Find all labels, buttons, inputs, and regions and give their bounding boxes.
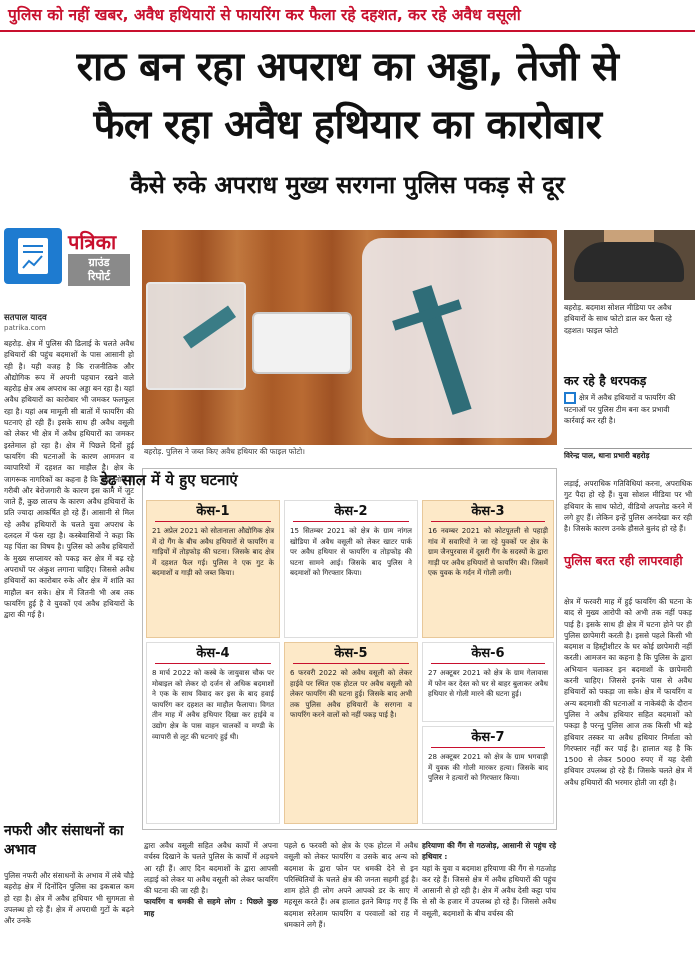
left-column-body: बहरोड़. क्षेत्र में पुलिस की ढिलाई के चलते अवैध हथियारों की पहुंच बदमाशों के पास आसानी हो रही है। यही वजह है कि राजनीतिक और औद्योगिक रूप में अपनी पहचान रखने वाले बहरोड़ क्षेत्र अब अपराध का अड्डा बन रहा है। यहां अवैध हथियारों का कारोबार भी जमकर फलफूल रहा है। यहां अब मामूली सी बातों में फायरिंग की घटनाएं हो रही हैं। इसके साथ ही अवैध वसूली को लेकर भी क्षेत्र में अवैध हथियारों का जमकर इस्तेमाल हो रहा है। क्षेत्र में पिछले दिनों हुई फायरिंग की घटनाओं के कारण आमजन व व्यापारियों में दहशत का माहौल है। क्षेत्र के जागरूक नागरिकों का कहना है कि कुछ लोग तो गरीबी और बेरोजगारी के कारण इस काम में जुट जाते हैं, कुछ लालच के कारण अवैध हथियारों के प्रति ज्यादा आकर्षित हो रहे हैं। आसानी से मिल रहे अवैध हथियारों के चलते युवा अपराध के दलदल में फंस रहा है। कस्बेवासियों ने कहा कि यह चिंता का विषय है। पुलिस को अवैध हथियारों के मुख्य सप्लायर को पकड़ कर क्षेत्र में बढ़ रहे अपराधों पर अंकुश लगाना चाहिए। जिससे अवैध हथियारों का कारोबार रुके और क्षेत्र में शांति का माहौल बन सके। क्षेत्र में जितनी भी अब तक फायरिंग हुई है वे युवकों एवं अवैध हथियारों के द्वारा की गई है। bbox=[4, 339, 134, 620]
bottom-column-1-label: फायरिंग व धमकी से सहमे लोग : पिछले कुछ माह bbox=[144, 897, 278, 918]
case-text: 27 अक्टूबर 2021 को क्षेत्र के ग्राम गेलावास में फोन कर देस्त को घर से बाहर बुलाकर अवैध हथियार से गोली मारने की घटना हुई। bbox=[428, 668, 548, 699]
cartridge-box bbox=[252, 312, 352, 374]
headline-line-2: फैल रहा अवैध हथियार का कारोबार bbox=[93, 102, 602, 148]
officer-signature: विरेन्द्र पाल, थाना प्रभारी बहरोड़ bbox=[564, 448, 692, 461]
bottom-column-2: पहले 6 फरवरी को क्षेत्र के एक होटल में अवैध वसूली को लेकर फायरिंग व उसके बाद अन्य को बदमाश के द्वारा फोन पर धमकी देने से इन परिस्थितियों के चलते क्षेत्र की जनता सहमी हुई है। शाम होते ही लोग अपने आपको डर के साए में महसूस करते हैं। अब हालात इतने बिगड़ गए हैं कि बदमाश सरेआम फायरिंग व परवालों को राह में धमकाने लगे हैं। bbox=[284, 841, 418, 930]
left-column-body-2: पुलिस नफरी और संसाधनों के अभाव में लंबे चौड़े बहरोड़ क्षेत्र में दिनोंदिन पुलिस का इकबाल कम हो रहा है। क्षेत्र में अवैध हथियार भी सुगमता से उपलब्ध हो रहे हैं। क्षेत्र में अपराधी गुटों के बढ़ने और उनके bbox=[4, 871, 134, 926]
quote-icon bbox=[564, 392, 576, 404]
case-card bbox=[422, 642, 554, 722]
bottom-column-1-text: द्वारा अवैध वसूली सहित अवैध कार्यों में अपना वर्चस्व दिखाने के चलते पुलिस के कार्यों में अड़चने आ रही हैं। आए दिन बदमाशों के द्वारा आपसी लड़ाई को लेकर या अवैध वसूली को लेकर फायरिंग की घटना की जा रही है। bbox=[144, 841, 278, 896]
right-photo-caption: बहरोड़. बदमाश सोशल मीडिया पर अवैध हथियारों के साथ फोटो डाल कर फैला रहे दहशत। फाइल फोटो bbox=[564, 303, 672, 335]
byline-site: patrika.com bbox=[4, 324, 46, 332]
case-text: 28 अक्टूबर 2021 को क्षेत्र के ग्राम भगवाड़ी में युवक की गोली मारकर हत्या। जिसके बाद पुलिस ने हत्यारों को गिरफ्तार किया। bbox=[428, 752, 548, 783]
tag-line-1: ग्राउंड bbox=[88, 256, 110, 269]
main-headline bbox=[0, 38, 695, 154]
case-card bbox=[146, 500, 280, 638]
patrika-ground-report-badge bbox=[4, 228, 134, 286]
subheadline: कैसे रुके अपराध मुख्य सरगना पुलिस पकड़ से दूर bbox=[130, 171, 565, 199]
case-label: केस-4 bbox=[155, 645, 271, 664]
left-column-heading: नफरी और संसाधनों का अभाव bbox=[4, 823, 124, 858]
case-label: केस-3 bbox=[431, 503, 545, 522]
case-card bbox=[422, 500, 554, 638]
social-media-photo bbox=[564, 230, 695, 300]
incidents-title: डेढ़ साल में ये हुए घटनाएं bbox=[100, 471, 238, 489]
case-label: केस-5 bbox=[293, 645, 409, 664]
case-label: केस-2 bbox=[293, 503, 409, 522]
byline-author: सतपाल यादव bbox=[4, 313, 47, 323]
case-card bbox=[422, 726, 554, 824]
case-text: 16 नवम्बर 2021 को कोटपूतली से पहाड़ी गांव में सवारियों ने जा रहे युवकों पर क्षेत्र के ग्राम जैनपुरवास में दूसरी गैंग के सदस्यों के द्वारा गाड़ी पर अवैध हथियारों से फायरिंग की। जिसमें एक युवक के गर्दन में गोली लगी। bbox=[428, 526, 548, 578]
case-card bbox=[146, 642, 280, 824]
bottom-column-3-heading: हरियाणा की गैंग से गठजोड़, आसानी से पहुंच रहे हथियार : bbox=[422, 841, 556, 862]
right-column-body: लड़ाई, अपराधिक गतिविधियां करना, अपराधिक गुट पैदा हो रहे हैं। युवा सोशल मीडिया पर भी हथियार के साथ फोटो, वीडियो अपलोड करने में लगे हुए हैं। लेकिन इन्हें पुलिस अनदेखा कर रही है। जिसके कारण उनके हौसले बुलंद हो रहे हैं। bbox=[564, 479, 692, 534]
bottom-column-1 bbox=[144, 840, 278, 919]
bottom-column-3 bbox=[422, 840, 556, 919]
bottom-column-3-text: यहां के युवा व बदमाश हरियाणा की गैंग से गठजोड़ कर रहे हैं। जिससे क्षेत्र में अवैध हथियारों की पहुंच आसानी से हो रही है। क्षेत्र में अवैध देसी कट्टा पांच से सौ के हजार में उपलब्ध हो रहे हैं। जिससे अवैध वसूली, बदमाशों के बीच वर्चस्व की bbox=[422, 863, 556, 918]
right-heading-arrests: कर रहे है धरपकड़ bbox=[564, 373, 647, 388]
headline-line-1: राठ बन रहा अपराध का अड्डा, तेजी से bbox=[76, 44, 619, 90]
ground-report-tag bbox=[68, 254, 130, 286]
photo-caption: बहरोड़. पुलिस ने जब्त किए अवैध हथियार की फाइल फोटो। bbox=[144, 447, 305, 456]
patrika-logo: पत्रिका bbox=[68, 230, 117, 254]
case-text: 8 मार्च 2022 को कस्बे के जायुवास चौक पर मोबाइल को लेकर दो दर्जन से अधिक बदमाशों ने एक के साथ विवाद कर इस के बाद हवाई फायरिंग कर दहशत का माहौल फैलाया। विगत तीन माह में अवैध हथियार दिखा कर हाईवे व उद्योग क्षेत्र के पास वाहन चालकों व मण्डी के व्यापारी से लूट की घटनाएं हुई थी। bbox=[152, 668, 274, 741]
kicker-headline: पुलिस को नहीं खबर, अवैध हथियारों से फायरिंग कर फैला रहे दहशत, कर रहे अवैध वसूली bbox=[0, 0, 695, 30]
case-label: केस-7 bbox=[431, 729, 545, 748]
case-text: 15 सितम्बर 2021 को क्षेत्र के ग्राम नांगल खोडिया में अवैध वसूली को लेकर खाटर पार्क पर अवैध हथियार से फायरिंग व तोड़फोड़ की घटना सामने आई। जिसके बाद पुलिस ने बदमाशों को गिरफ्तार किया। bbox=[290, 526, 412, 578]
report-icon bbox=[4, 228, 62, 284]
case-card bbox=[284, 642, 418, 824]
right-heading-negligence: पुलिस बरत रही लापरवाही bbox=[564, 553, 683, 568]
weapon bbox=[574, 242, 684, 282]
case-label: केस-1 bbox=[155, 503, 271, 522]
right-column-body-2: क्षेत्र में फरवरी माह में हुई फायरिंग की घटना के बाद से मुख्य आरोपी को अभी तक नहीं पकड़ पाई है। इसके साथ ही क्षेत्र में घटना होने पर ही पुलिस छापेमारी करती है। इससे पहले किसी भी बदमाश व हिस्ट्रीशीटर के घर कोई छापेमारी नहीं करती। आमजन का कहना है कि पुलिस के द्वारा अभियान चलाकर इन बदमाशों के छापेमारी करनी चाहिए। जिससे इनके पास से अवैध हथियारों को पकड़ा जा सके। क्षेत्र में फायरिंग व अन्य बदमाशी की घटनाओं व नाकेबंदी के दौरान पुलिस ने अवैध हथियार सहित बदमाशों को पकड़ा है परन्तु पुलिस आज तक किसी भी बड़े हथियार तस्कर या अवैध हथियार निर्माता को गिरफ्तार नहीं कर पाई है। हालात यह है कि 1500 से लेकर 5000 रुपए में यह देसी हथियार उपलब्ध हो रहे हैं। जिसके चलते क्षेत्र में अवैध हथियारों की भरमार होती जा रही है। bbox=[564, 597, 692, 787]
tag-line-2: रिपोर्ट bbox=[88, 270, 110, 283]
police-quote bbox=[564, 392, 692, 427]
quote-text: क्षेत्र में अवैध हथियारों व फायरिंग की घटनाओं पर पुलिस टीम बना कर प्रभावी कार्रवाई कर रही है। bbox=[564, 393, 676, 426]
case-text: 6 फरवरी 2022 को अवैध वसूली को लेकर हाईवे पर स्थित एक होटल पर अवैध वसूली को लेकर फायरिंग की घटना हुई। जिसके बाद अभी तक पुलिस अवैध हथियारों के सरगना व फायरिंग करने वालों को नहीं पकड़ पाई है। bbox=[290, 668, 412, 720]
seized-weapons-photo bbox=[142, 230, 557, 445]
case-text: 21 अप्रेल 2021 को सोतानाला औद्योगिक क्षेत्र में दो गैंग के बीच अवैध हथियारों से फायरिंग व गाड़ियों में तोड़फोड़ की घटना। जिसके बाद क्षेत्र में दहशत फैल गई। पुलिस ने एक गुट के बदमाशों व गाड़ी को जब्त किया। bbox=[152, 526, 274, 578]
case-card bbox=[284, 500, 418, 638]
kicker-rule bbox=[0, 30, 695, 32]
case-label: केस-6 bbox=[431, 645, 545, 664]
